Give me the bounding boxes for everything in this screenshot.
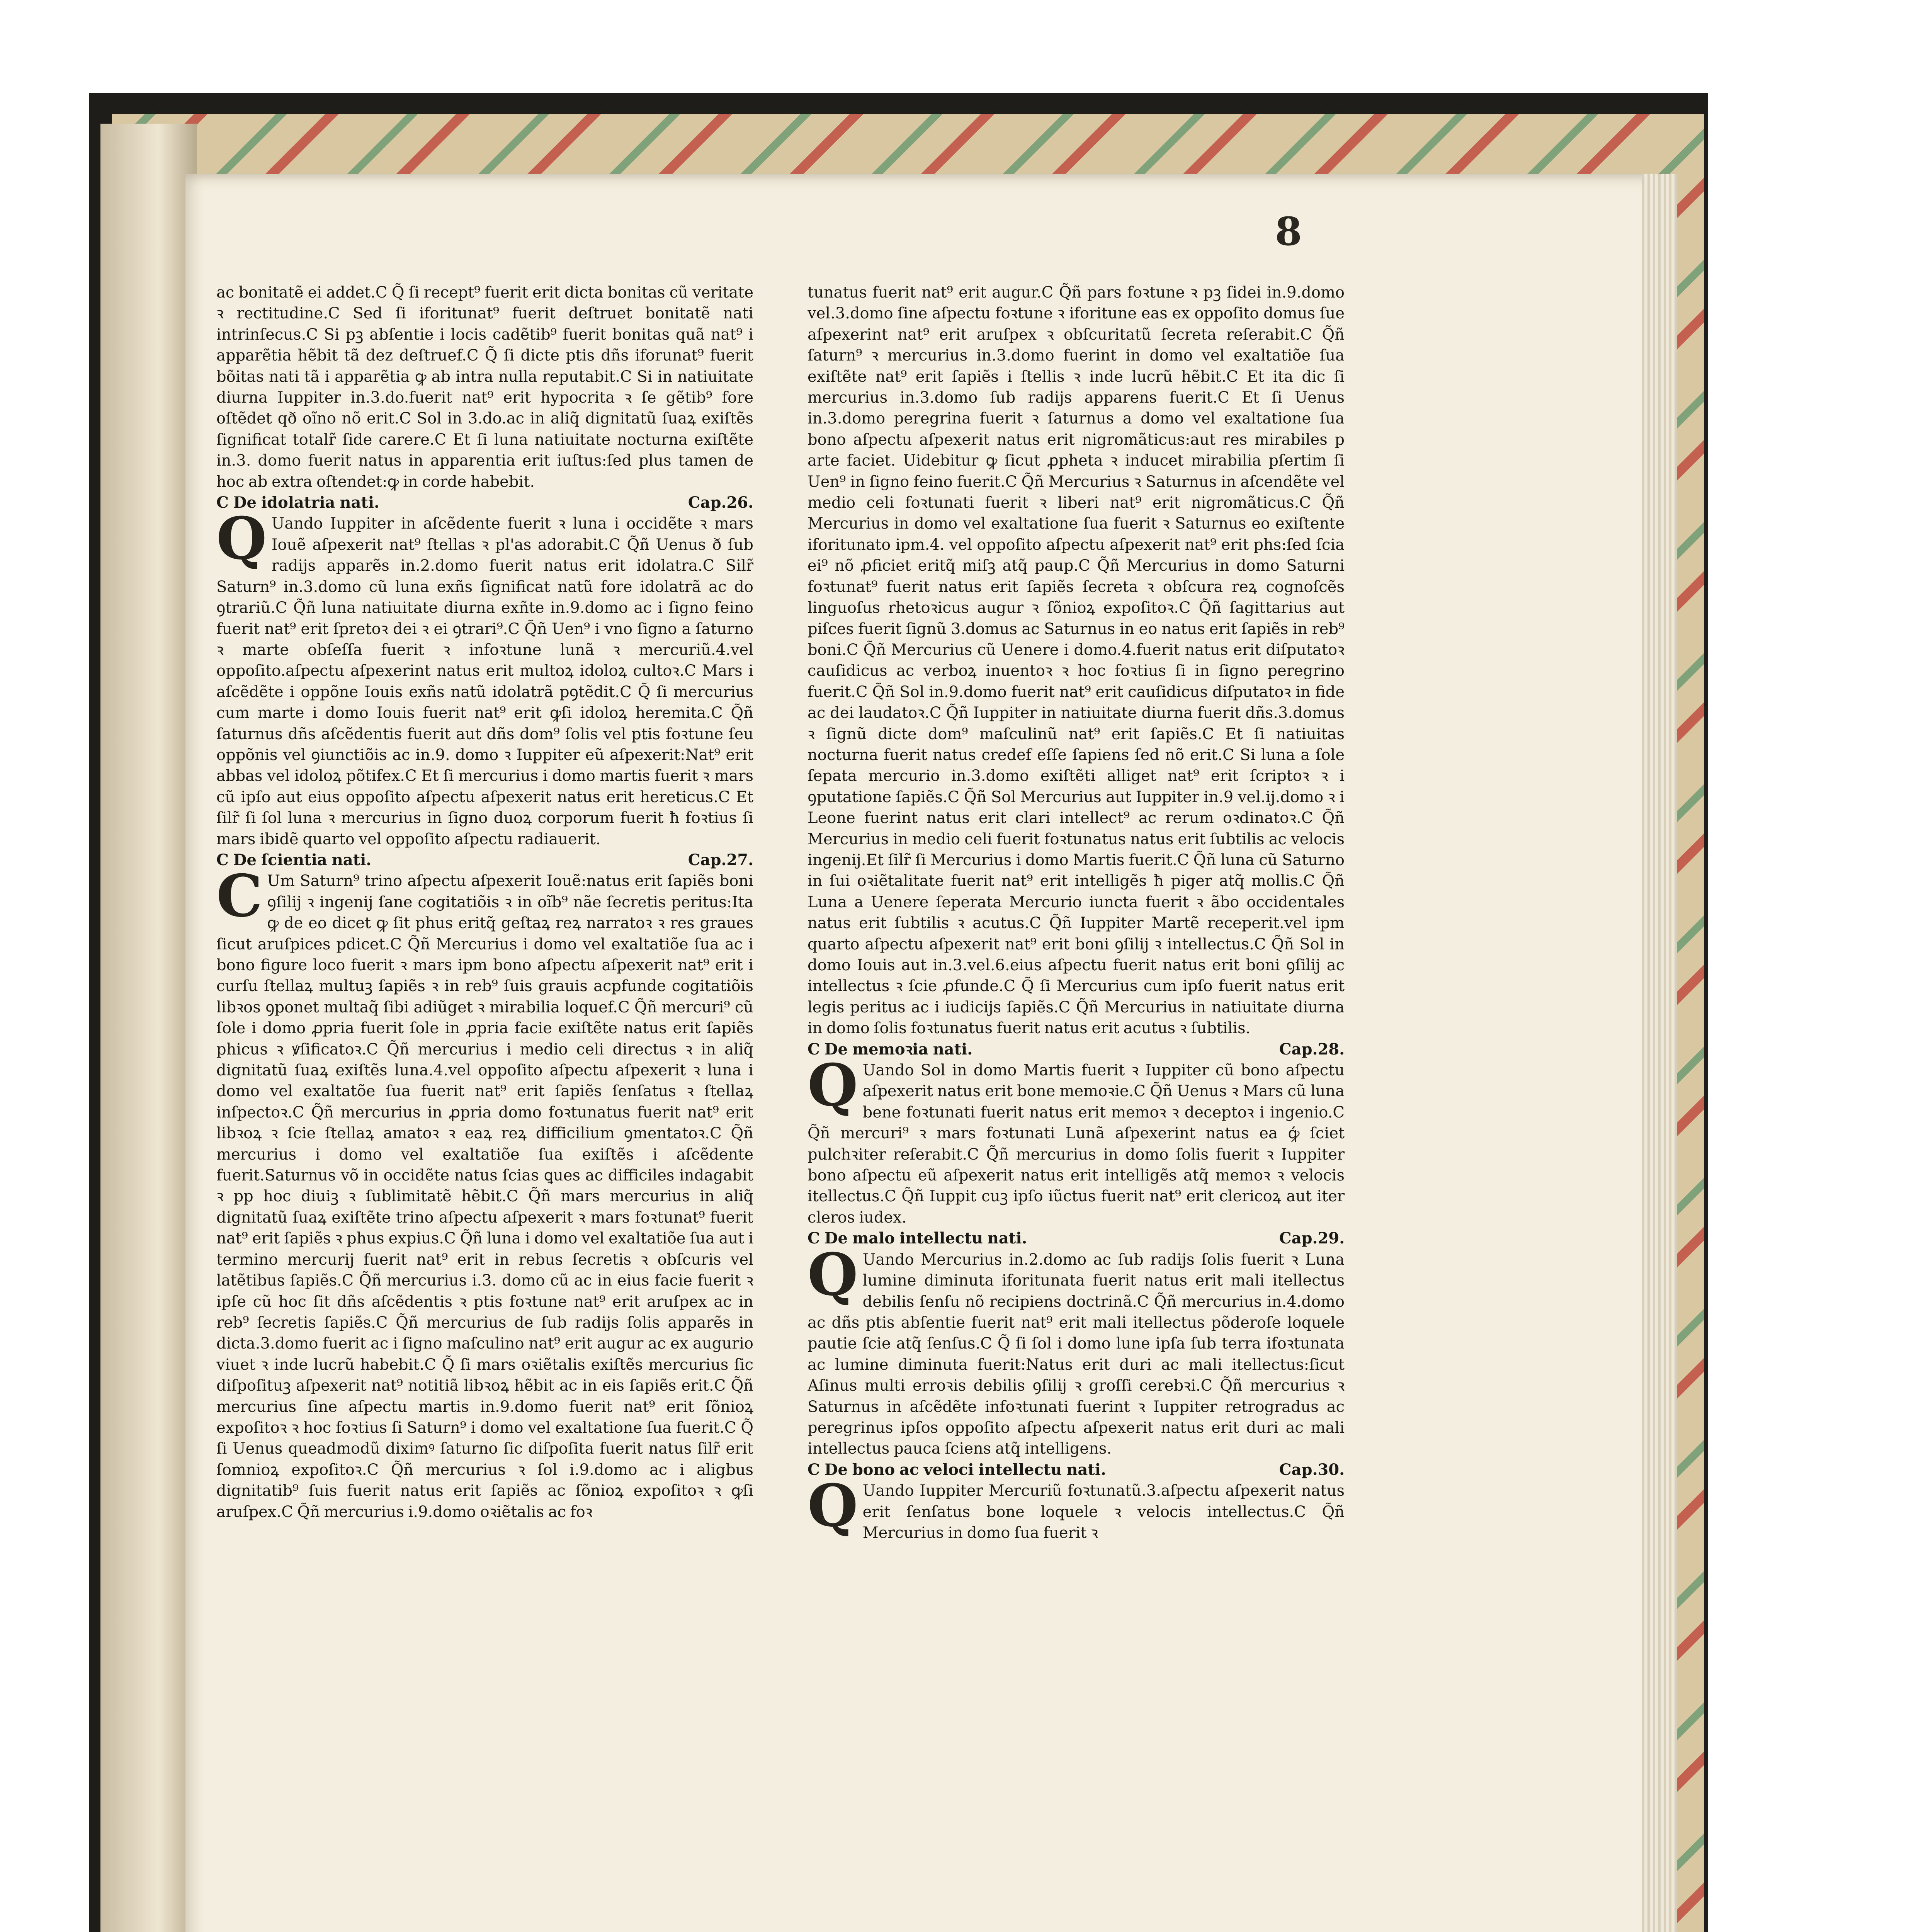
chapter-title: C De bono ac veloci intellectu nati. <box>808 1460 1106 1479</box>
paragraph <box>216 505 753 850</box>
left-page-edge <box>100 124 197 1932</box>
chapter-title: C De idolatria nati. <box>216 493 379 512</box>
drop-cap: Q <box>216 505 267 573</box>
drop-cap: Q <box>808 1472 858 1540</box>
paragraph <box>808 1472 1345 1543</box>
text-column-right <box>808 282 1345 1932</box>
text-column-left <box>216 282 753 1932</box>
paragraph-text: Uando Sol in domo Martis fuerit ꝛ Iuppiter cũ bono aſpectu aſpexerit natus erit bone memoꝛie.C Q̃ñ Uenus ꝛ Mars cũ luna bene foꝛtunati fuerit natus erit memoꝛ ꝛ deceptoꝛ i ingenio.C Q̃ñ mercuri⁹ ꝛ mars foꝛtunati Lunã aſpexerint natus ea ꝙ́ ſciet pulchꝛiter reſerabit.C Q̃ñ mercurius in domo ſolis fuerit ꝛ Iuppiter bono aſpectu eũ aſpexerit natus erit intelligẽs atq̃ memoꝛ ꝛ velocis itellectus.C Q̃ñ Iuppit cuꝫ ipſo iũctus fuerit nat⁹ erit clericoꝝ aut iter cleros iudex. <box>808 1061 1345 1226</box>
chapter-heading <box>808 1459 1345 1480</box>
paragraph <box>808 1051 1345 1228</box>
chapter-number: Cap.27. <box>688 850 753 869</box>
paragraph-text: Uando Iuppiter Mercuriũ foꝛtunatũ.3.aſpectu aſpexerit natus erit ſenſatus bone loquele ꝛ velocis intellectus.C Q̃ñ Mercurius in domo ſua fuerit ꝛ <box>862 1482 1345 1542</box>
chapter-heading <box>216 492 753 513</box>
paragraph-text: Uando Mercurius in.2.domo ac ſub radijs ſolis fuerit ꝛ Luna lumine diminuta iforitunata fuerit natus erit mali itellectus debilis ſenſu nõ recipiens doctrinã.C Q̃ñ mercurius in.4.domo ac dñs ptis abſentie fuerit nat⁹ erit mali itellectus põderoſe loquele pautie ſcie atq̃ ſenſus.C Q̃ ſi ſol i domo lune ipſa ſub terra ifoꝛtunata ac lumine diminuta fuerit:Natus erit duri ac mali itellectus:ſicut Aſinus multi erroꝛis debilis ꝯſilij ꝛ groſſi cerebꝛi.C Q̃ñ mercurius ꝛ Saturnus in aſcẽdẽte infoꝛtunati fuerint ꝛ Iuppiter retrogradus ac peregrinus ipſos oppoſito aſpectu aſpexerit natus erit duri ac mali intellectus pauca ſciens atq̃ intelligens. <box>808 1250 1345 1458</box>
chapter-number: Cap.30. <box>1279 1460 1345 1479</box>
drop-cap: C <box>216 862 263 930</box>
chapter-title: C De malo intellectu nati. <box>808 1229 1027 1248</box>
chapter-title: C De ſcientia nati. <box>216 850 372 869</box>
chapter-number: Cap.26. <box>688 493 753 512</box>
chapter-heading <box>808 1228 1345 1249</box>
page-edge <box>1642 174 1677 1932</box>
chapter-title: C De memoꝛia nati. <box>808 1040 973 1058</box>
drop-cap: Q <box>808 1051 858 1120</box>
book-scan <box>89 93 1708 1932</box>
chapter-heading <box>808 1039 1345 1060</box>
paragraph <box>808 1240 1345 1459</box>
chapter-number: Cap.28. <box>1279 1040 1345 1058</box>
chapter-heading <box>216 850 753 871</box>
paragraph-text: Um Saturn⁹ trino aſpectu aſpexerit Iouẽ:natus erit ſapiẽs boni ꝯſilij ꝛ ingenij ſane cogitatiõis ꝛ in oĩb⁹ nãe ſecretis peritus:Ita ꝙ de eo dicet ꝙ ſit phus eritq̃ geſtaꝝ reꝝ narratoꝛ ꝛ res graues ſicut aruſpices pdicet.C Q̃ñ Mercurius i domo vel exaltatiõe ſua ac i bono figure loco fuerit ꝛ mars ipm bono aſpectu aſpexerit nat⁹ erit i curſu ſtellaꝝ multuꝫ ſapiẽs ꝛ in reb⁹ ſuis grauis acpfunde cogitatiõis libꝛos ꝯponet multaq̃ ſibi adiũget ꝛ mirabilia loquef.C Q̃ñ mercuri⁹ cũ ſole i domo ꝓpria fuerit ſole in ꝓpria facie exiſtẽte natus erit ſapiẽs phicus ꝛ ꝟſificatoꝛ.C Q̃ñ mercurius i medio celi directus ꝛ in aliq̃ dignitatũ ſuaꝝ exiſtẽs luna.4.vel oppoſito aſpectu aſpexerit ꝛ luna i domo vel exaltatõe ſua fuerit nat⁹ erit ſapiẽs ſenſatus ꝛ ſtellaꝝ inſpectoꝛ.C Q̃ñ mercurius in ꝓpria domo foꝛtunatus fuerit nat⁹ erit libꝛoꝝ ꝛ ſcie ſtellaꝝ amatoꝛ ꝛ eaꝝ reꝝ difficilium ꝯmentatoꝛ.C Q̃ñ mercurius i domo vel exaltatiõe ſua exiſtẽs i aſcẽdente fuerit.Saturnus võ in occidẽte natus ſcias ꝗues ac difficiles indagabit ꝛ pp hoc diuiꝫ ꝛ ſublimitatẽ hẽbit.C Q̃ñ mars mercurius in aliq̃ dignitatũ ſuaꝝ exiſtẽte trino aſpectu aſpexerit ꝛ mars foꝛtunat⁹ fuerit nat⁹ erit ſapiẽs ꝛ phus expius.C Q̃ñ luna i domo vel exaltatiõe ſua aut i termino mercurij fuerit nat⁹ erit in rebus ſecretis ꝛ obſcuris vel latẽtibus ſapiẽs.C Q̃ñ mercurius i.3. domo cũ ac in eius facie fuerit ꝛ ipſe cũ hoc ſit dñs aſcẽdentis ꝛ ptis foꝛtune nat⁹ erit aruſpex ac in reb⁹ ſecretis ſapiẽs.C Q̃ñ mercurius de ſub radijs ſolis apparẽs in dicta.3.domo fuerit ac i ſigno maſculino nat⁹ erit augur ac ex augurio viuet ꝛ inde lucrũ habebit.C Q̃ ſi mars oꝛiẽtalis exiſtẽs mercurius ſic diſpoſituꝫ aſpexerit nat⁹ notitiã libꝛoꝝ hẽbit ac in eis ſapiẽs erit.C Q̃ñ mercurius ſine aſpectu martis in.9.domo fuerit nat⁹ erit ſõnioꝝ expoſitoꝛ ꝛ hoc foꝛtius ſi Saturn⁹ i domo vel exaltatione ſua fuerit.C Q̃ ſi Uenus queadmodũ diximꝰ ſaturno ſic diſpoſita fuerit natus ſilr̃ erit ſomnioꝝ expoſitoꝛ.C Q̃ñ mercurius ꝛ ſol i.9.domo ac i aligbus dignitatib⁹ ſuis fuerit natus erit ſapiẽs ac ſõnioꝝ expoſitoꝛ ꝛ ꝙſi aruſpex.C Q̃ñ mercurius i.9.domo oꝛiẽtalis ac foꝛ <box>216 872 753 1521</box>
paragraph-text: Uando Iuppiter in aſcẽdente fuerit ꝛ luna i occidẽte ꝛ mars Iouẽ aſpexerit nat⁹ ſtellas ꝛ pl'as adorabit.C Q̃ñ Uenus ð ſub radijs apparẽs in.2.domo fuerit natus erit idolatra.C Silr̃ Saturn⁹ in.3.domo cũ luna exñs ſignificat natũ fore idolatrã ac do ꝯtrariũ.C Q̃ñ luna natiuitate diurna exñte in.9.domo ac i ſigno feino fuerit nat⁹ erit ſpretoꝛ dei ꝛ ei ꝯtrari⁹.C Q̃ñ Uen⁹ i vno ſigno a ſaturno ꝛ marte obſeſſa fuerit ꝛ infoꝛtune lunã ꝛ mercuriũ.4.vel oppoſito.aſpectu aſpexerint natus erit multoꝝ idoloꝝ cultoꝛ.C Mars i aſcẽdẽte i oppõne Iouis exñs natũ idolatrã pꝯtẽdit.C Q̃ ſi mercurius cum marte i domo Iouis fuerit nat⁹ erit ꝙſi idoloꝝ heremita.C Q̃ñ ſaturnus dñs aſcẽdentis fuerit aut dñs dom⁹ ſolis vel ptis foꝛtune ſeu oppõnis vel ꝯiunctiõis ac in.9. domo ꝛ Iuppiter eũ aſpexerit:Nat⁹ erit abbas vel idoloꝝ põtifex.C Et ſi mercurius i domo martis fuerit ꝛ mars cũ ipſo aut eius oppoſito aſpectu aſpexerit natus erit hereticus.C Et ſilr̃ ſi ſol luna ꝛ mercurius in ſigno duoꝝ corporum fuerit ħ foꝛtius ſi mars ibidẽ quarto vel oppoſito aſpectu radiauerit. <box>216 515 753 848</box>
paragraph: tunatus fuerit nat⁹ erit augur.C Q̃ñ pars foꝛtune ꝛ pꝫ ſidei in.9.domo vel.3.domo ſine aſpectu foꝛtune ꝛ iforitune eas ex oppoſito domus ſue aſpexerint nat⁹ erit aruſpex ꝛ obſcuritatũ ſecreta reſerabit.C Q̃ñ ſaturn⁹ ꝛ mercurius in.3.domo fuerint in domo vel exaltatiõe ſua exiſtẽte nat⁹ erit ſapiẽs i ſtellis ꝛ inde lucrũ hẽbit.C Et ita dic ſi mercurius in.3.domo ſub radijs apparens fuerit.C Et ſi Uenus in.3.domo peregrina fuerit ꝛ ſaturnus a domo vel exaltatione ſua bono aſpectu aſpexerit natus erit nigromãticus:aut res mirabiles p arte faciet. Uidebitur ꝙ ſicut ꝓpheta ꝛ inducet mirabilia pſertim ſi Uen⁹ in ſigno feino fuerit.C Q̃ñ Mercurius ꝛ Saturnus in aſcendẽte vel medio celi foꝛtunati fuerit ꝛ liberi nat⁹ erit nigromãticus.C Q̃ñ Mercurius in domo vel exaltatione ſua fuerit ꝛ Saturnus eo exiſtente iforitunato ipm.4. vel oppoſito aſpectu aſpexerit nat⁹ erit phs:ſed ſcia ei⁹ nõ ꝓficiet eritq̃ miſꝫ atq̃ paup.C Q̃ñ Mercurius in domo Saturni foꝛtunat⁹ fuerit natus erit ſapiẽs ſecreta ꝛ obſcura reꝝ cognoſcẽs linguoſus rhetoꝛicus augur ꝛ ſõnioꝝ expoſitoꝛ.C Q̃ñ ſagittarius aut piſces fuerit ſignũ 3.domus ac Saturnus in eo natus erit ſapiẽs in reb⁹ boni.C Q̃ñ Mercurius cũ Uenere i domo.4.fuerit natus erit diſputatoꝛ cauſidicus ac verboꝝ inuentoꝛ ꝛ hoc foꝛtius ſi in ſigno peregrino fuerit.C Q̃ñ Sol in.9.domo fuerit nat⁹ erit cauſidicus diſputatoꝛ in fide ac dei laudatoꝛ.C Q̃ñ Iuppiter in natiuitate diurna fuerit dñs.3.domus ꝛ ſignũ dicte dom⁹ maſculinũ nat⁹ erit ſapiẽs.C Et ſi natiuitas nocturna fuerit natus credef eſſe ſapiens ſed nõ erit.C Si luna a ſole ſepata mercurio in.3.domo exiſtẽti alliget nat⁹ erit ſcriptoꝛ ꝛ i ꝯputatione ſapiẽs.C Q̃ñ Sol Mercurius aut Iuppiter in.9 vel.ij.domo ꝛ i Leone fuerint natus erit clari intellect⁹ ac rerum oꝛdinatoꝛ.C Q̃ñ Mercurius in medio celi fuerit foꝛtunatus natus erit ſubtilis ac velocis ingenij.Et ſilr̃ ſi Mercurius i domo Martis fuerit.C Q̃ñ luna cũ Saturno in ſui oꝛiẽtalitate fuerit nat⁹ erit intelligẽs ħ piger atq̃ mollis.C Q̃ñ Luna a Uenere ſeperata Mercurio iuncta fuerit ꝛ ãbo occidentales natus erit ſubtilis ꝛ acutus.C Q̃ñ Iuppiter Martẽ receperit.vel ipm quarto aſpectu aſpexerit nat⁹ erit boni ꝯſilij ꝛ intellectus.C Q̃ñ Sol in domo Iouis aut in.3.vel.6.eius aſpectu fuerit natus erit boni ꝯſilij ac intellectus ꝛ ſcie ꝓfunde.C Q̃ ſi Mercurius cum ipſo fuerit natus erit legis peritus ac i iudicijs ſapiẽs.C Q̃ñ Mercurius in natiuitate diurna in domo ſolis foꝛtunatus fuerit natus erit acutus ꝛ ſubtilis. <box>808 284 1345 1037</box>
folio-number: 8 <box>1275 209 1302 254</box>
paragraph: ac bonitatẽ ei addet.C Q̃ ſi recept⁹ fuerit erit dicta bonitas cũ veritate ꝛ rectitudine.C Sed ſi iforitunat⁹ fuerit deſtruet bonitatẽ nati intrinſecus.C Si pꝫ abſentie i locis cadẽtib⁹ fuerit bonitas quã nat⁹ i apparẽtia hẽbit tã dez deſtruef.C Q̃ ſi dicte ptis dñs iforunat⁹ fuerit bõitas nati tã i apparẽtia ꝙ ab intra nulla reputabit.C Si in natiuitate diurna Iuppiter in.3.do.fuerit nat⁹ erit hypocrita ꝛ ſe gẽtib⁹ fore oſtẽdet qð oĩno nõ erit.C Sol in 3.do.ac in aliq̃ dignitatũ ſuaꝝ exiſtẽs ſignificat totalr̃ ſide carere.C Et ſi luna natiuitate nocturna exiſtẽte in.3. domo fuerit natus in apparentia erit iuſtus:ſed plus tamen de hoc ab extra oſtendet:ꝙ in corde habebit. <box>216 284 753 491</box>
chapter-number: Cap.29. <box>1279 1229 1345 1248</box>
paragraph <box>216 862 753 1522</box>
drop-cap: Q <box>808 1240 858 1309</box>
